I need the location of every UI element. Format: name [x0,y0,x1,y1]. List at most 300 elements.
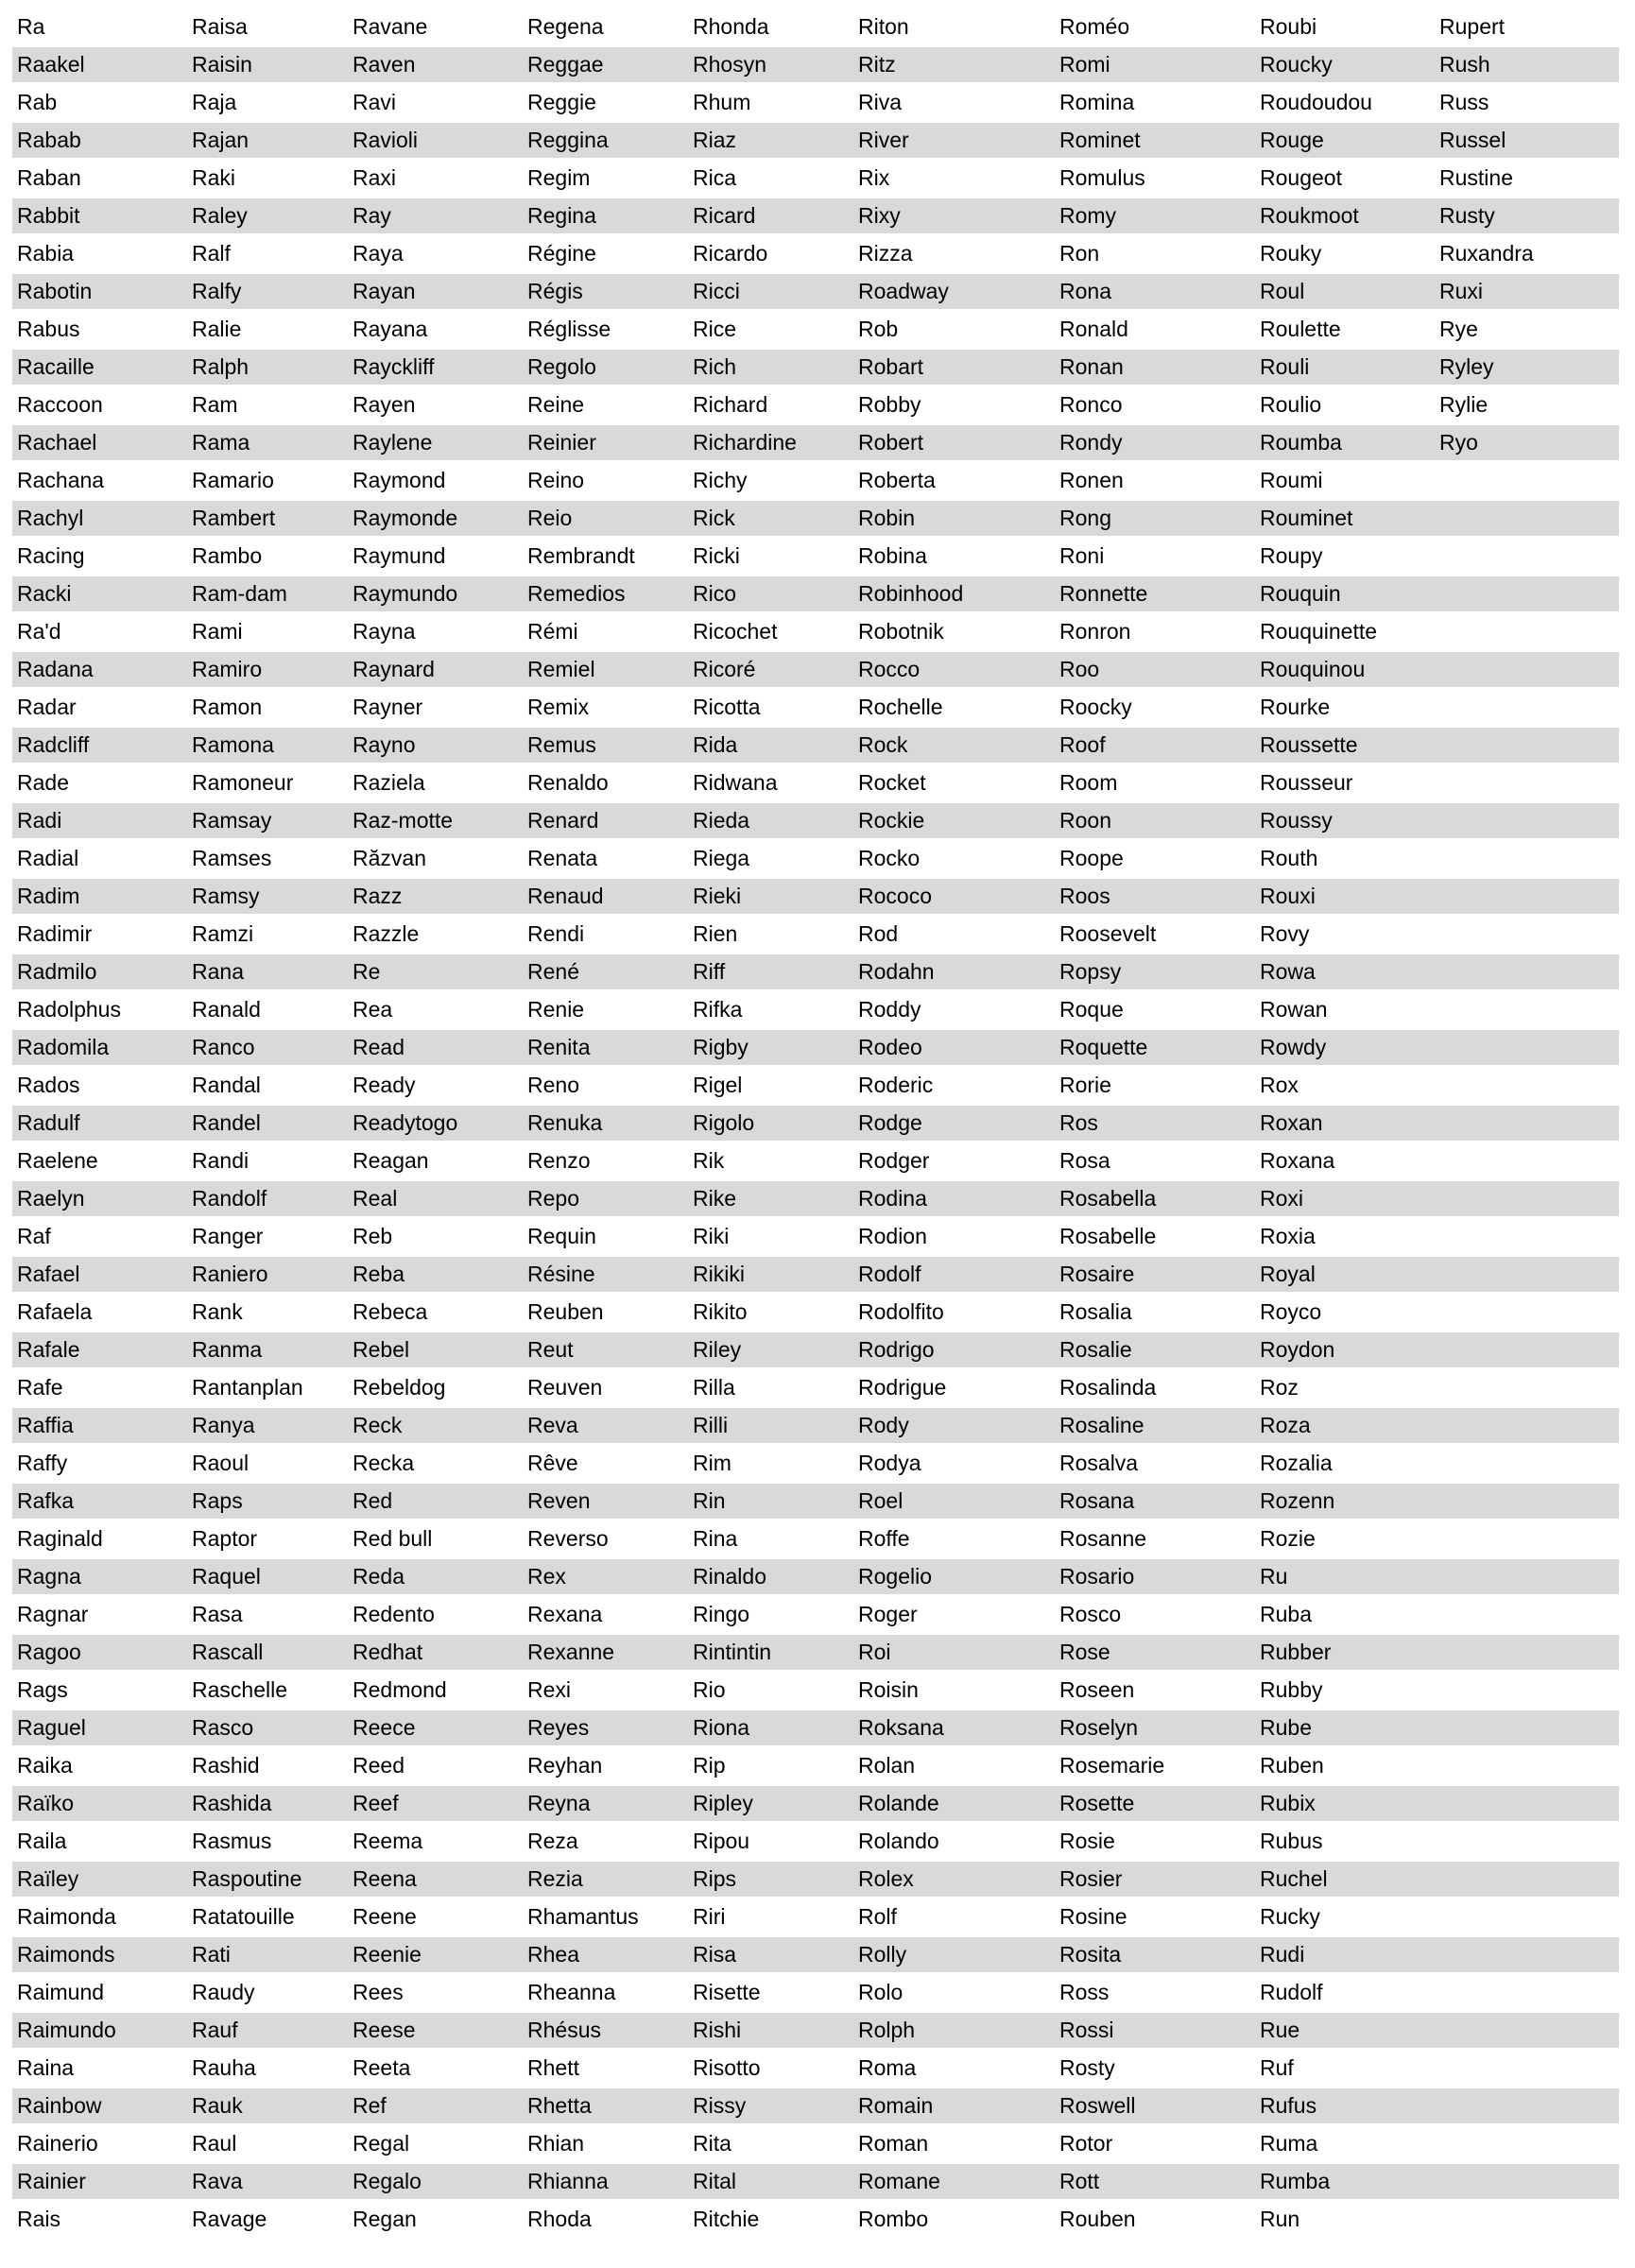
name-cell: Rougeot [1255,161,1435,198]
name-cell: Rubus [1255,1824,1435,1862]
name-cell: Roocky [1055,690,1255,728]
table-row [12,954,1619,992]
name-cell: Ravage [187,2202,348,2240]
name-cell: Raginald [12,1521,187,1559]
name-cell: Roukmoot [1255,198,1435,236]
name-cell: Rouge [1255,123,1435,161]
name-cell: Robotnik [853,614,1055,652]
table-row [12,1635,1619,1673]
name-cell: Reinier [523,425,688,463]
name-cell [1435,1370,1619,1408]
name-cell: Regalo [348,2164,523,2202]
name-cell: Rodrigo [853,1332,1055,1370]
name-cell: Rabia [12,236,187,274]
name-cell: Repo [523,1181,688,1219]
name-cell: Ratatouille [187,1899,348,1937]
name-cell: Regim [523,161,688,198]
name-cell: Rhea [523,1937,688,1975]
name-cell: Rhianna [523,2164,688,2202]
name-cell: Roos [1055,879,1255,917]
name-cell: Racaille [12,350,187,387]
name-cell: Ritz [853,47,1055,85]
name-cell: Ramzi [187,917,348,954]
name-cell: Ram [187,387,348,425]
name-cell: Raïko [12,1786,187,1824]
name-cell: Rozenn [1255,1484,1435,1521]
name-cell: Renaud [523,879,688,917]
name-cell [1435,690,1619,728]
name-cell [1435,1786,1619,1824]
name-cell [1435,1295,1619,1332]
name-cell: Rebel [348,1332,523,1370]
name-cell: Racing [12,539,187,576]
name-cell: Renuka [523,1106,688,1143]
name-cell: Rudolf [1255,1975,1435,2013]
name-cell: Roulio [1255,387,1435,425]
name-cell: Roubi [1255,9,1435,47]
name-cell: Ravi [348,85,523,123]
name-cell: Ruxandra [1435,236,1619,274]
name-cell: Raccoon [12,387,187,425]
name-cell: Ralf [187,236,348,274]
name-cell: Reut [523,1332,688,1370]
name-cell: Ragoo [12,1635,187,1673]
name-cell: Rosalinda [1055,1370,1255,1408]
table-row [12,1068,1619,1106]
name-cell: Raquel [187,1559,348,1597]
name-cell: Roseen [1055,1673,1255,1710]
name-cell: Roon [1055,803,1255,841]
name-cell: Romy [1055,198,1255,236]
name-cell: Rye [1435,312,1619,350]
name-cell: Rose [1055,1635,1255,1673]
name-cell: Rainerio [12,2126,187,2164]
name-cell: Regan [348,2202,523,2240]
name-cell: Raisin [187,47,348,85]
table-row [12,1862,1619,1899]
name-cell [1435,1975,1619,2013]
name-cell: Raban [12,161,187,198]
table-row [12,879,1619,917]
names-table [12,9,1619,2240]
name-cell: Ruxi [1435,274,1619,312]
name-cell: Rosette [1055,1786,1255,1824]
name-cell: Roselyn [1055,1710,1255,1748]
name-cell [1435,2126,1619,2164]
name-cell: Rida [688,728,853,765]
name-cell: Riff [688,954,853,992]
name-cell: Rockie [853,803,1055,841]
name-cell [1435,1710,1619,1748]
name-cell [1435,501,1619,539]
name-cell: Rank [187,1295,348,1332]
name-cell: Rabus [12,312,187,350]
name-cell [1435,1673,1619,1710]
name-cell: Raniero [187,1257,348,1295]
name-cell: Rolande [853,1786,1055,1824]
table-row [12,1824,1619,1862]
table-row [12,425,1619,463]
name-cell: Rafe [12,1370,187,1408]
name-cell: Renaldo [523,765,688,803]
name-cell: Rowdy [1255,1030,1435,1068]
name-cell: Rexana [523,1597,688,1635]
name-cell: Raymond [348,463,523,501]
name-cell: Rozie [1255,1521,1435,1559]
name-cell: Rhetta [523,2088,688,2126]
name-cell: Roquette [1055,1030,1255,1068]
name-cell: Richy [688,463,853,501]
table-row [12,1030,1619,1068]
name-cell: Rubber [1255,1635,1435,1673]
name-cell: Riton [853,9,1055,47]
name-cell: Razzle [348,917,523,954]
name-cell [1435,1257,1619,1295]
name-cell: Romina [1055,85,1255,123]
name-cell: Rambo [187,539,348,576]
name-cell: Reenie [348,1937,523,1975]
table-row [12,803,1619,841]
table-row [12,539,1619,576]
name-cell: Reverso [523,1521,688,1559]
name-cell: Rox [1255,1068,1435,1106]
name-cell: Romulus [1055,161,1255,198]
name-cell: Ramiro [187,652,348,690]
name-cell: Rouxi [1255,879,1435,917]
name-cell: Rock [853,728,1055,765]
name-cell: Raymund [348,539,523,576]
name-cell: Roz [1255,1370,1435,1408]
name-cell: Raudy [187,1975,348,2013]
name-cell: Robert [853,425,1055,463]
name-cell: Rolex [853,1862,1055,1899]
table-row [12,9,1619,47]
name-cell: Ripley [688,1786,853,1824]
name-cell: Rhoda [523,2202,688,2240]
name-cell: Rikiki [688,1257,853,1295]
name-cell: Ross [1055,1975,1255,2013]
name-cell: Rouky [1255,236,1435,274]
name-cell: Riva [853,85,1055,123]
name-cell: Rixy [853,198,1055,236]
table-row [12,841,1619,879]
name-cell: Roope [1055,841,1255,879]
name-cell: Reza [523,1824,688,1862]
name-cell: Roxia [1255,1219,1435,1257]
table-row [12,1899,1619,1937]
name-cell [1435,2013,1619,2051]
name-cell: Raley [187,198,348,236]
name-cell: Roksana [853,1710,1055,1748]
name-cell: Rourke [1255,690,1435,728]
name-cell: Rais [12,2202,187,2240]
name-cell: Rosco [1055,1597,1255,1635]
name-cell: Rodrigue [853,1370,1055,1408]
name-cell: Ringo [688,1597,853,1635]
name-cell: Rodolf [853,1257,1055,1295]
name-cell [1435,1219,1619,1257]
name-cell: René [523,954,688,992]
name-cell: Reeta [348,2051,523,2088]
name-cell: Rips [688,1862,853,1899]
name-cell: Roydon [1255,1332,1435,1370]
name-cell: Rami [187,614,348,652]
name-cell: Rosier [1055,1862,1255,1899]
name-cell: Routh [1255,841,1435,879]
name-cell: Ravane [348,9,523,47]
table-row [12,728,1619,765]
table-row [12,1710,1619,1748]
name-cell: Reagan [348,1143,523,1181]
name-cell [1435,1635,1619,1673]
name-cell: Rip [688,1748,853,1786]
name-cell: Ramses [187,841,348,879]
name-cell: Radi [12,803,187,841]
name-cell: Rags [12,1673,187,1710]
name-cell: Roussette [1255,728,1435,765]
name-cell: Rob [853,312,1055,350]
name-cell: Rosalva [1055,1446,1255,1484]
name-cell: Rouli [1255,350,1435,387]
name-cell: Ruma [1255,2126,1435,2164]
name-cell: Ra'd [12,614,187,652]
name-cell: Radolphus [12,992,187,1030]
name-cell: Răzvan [348,841,523,879]
name-cell: Rita [688,2126,853,2164]
name-cell: Russel [1435,123,1619,161]
name-cell: Riri [688,1899,853,1937]
name-cell: Raymundo [348,576,523,614]
name-cell: Ronen [1055,463,1255,501]
name-cell: Radcliff [12,728,187,765]
name-cell: Rush [1435,47,1619,85]
name-cell: Rodger [853,1143,1055,1181]
name-cell: Roussy [1255,803,1435,841]
table-row [12,1181,1619,1219]
name-cell: Roddy [853,992,1055,1030]
name-cell: Ranger [187,1219,348,1257]
name-cell [1435,1521,1619,1559]
name-cell: Racki [12,576,187,614]
name-cell: Reuben [523,1295,688,1332]
name-cell [1435,992,1619,1030]
name-cell: Ricochet [688,614,853,652]
name-cell: Ripou [688,1824,853,1862]
name-cell: Regolo [523,350,688,387]
table-row [12,1748,1619,1786]
name-cell: Rayno [348,728,523,765]
name-cell: Rott [1055,2164,1255,2202]
name-cell: Ronnette [1055,576,1255,614]
name-cell: Rama [187,425,348,463]
name-cell: Rhonda [688,9,853,47]
name-cell [1435,2202,1619,2240]
name-cell: Rashid [187,1748,348,1786]
name-cell: Rosario [1055,1559,1255,1597]
name-cell: Roxan [1255,1106,1435,1143]
name-cell: Radana [12,652,187,690]
name-cell: Raina [12,2051,187,2088]
table-row [12,2202,1619,2240]
table-row [12,765,1619,803]
name-cell: Ritchie [688,2202,853,2240]
name-cell: Rody [853,1408,1055,1446]
name-cell: Ridwana [688,765,853,803]
name-cell: Rococo [853,879,1055,917]
name-cell: Rochelle [853,690,1055,728]
name-cell: Ruchel [1255,1862,1435,1899]
name-cell: Rieki [688,879,853,917]
name-cell: Roman [853,2126,1055,2164]
name-cell: Roucky [1255,47,1435,85]
name-cell: Ragnar [12,1597,187,1635]
name-cell: Rhian [523,2126,688,2164]
name-cell [1435,1824,1619,1862]
name-cell: Rosie [1055,1824,1255,1862]
name-cell: Rouquinette [1255,614,1435,652]
name-cell [1435,1446,1619,1484]
name-cell [1435,765,1619,803]
name-cell: Rosana [1055,1484,1255,1521]
table-row [12,1106,1619,1143]
table-row [12,1559,1619,1597]
names-table-body [12,9,1619,2240]
name-cell: Rafael [12,1257,187,1295]
name-cell: Ram-dam [187,576,348,614]
name-cell: Russ [1435,85,1619,123]
name-cell: Raven [348,47,523,85]
name-cell [1435,1559,1619,1597]
name-cell: Roisin [853,1673,1055,1710]
name-cell: Rizza [853,236,1055,274]
name-cell: Raelyn [12,1181,187,1219]
name-cell: Ru [1255,1559,1435,1597]
name-cell: Rachyl [12,501,187,539]
name-cell: Ricci [688,274,853,312]
name-cell [1435,728,1619,765]
name-cell: Rylie [1435,387,1619,425]
name-cell: Rosabelle [1055,1219,1255,1257]
name-cell: Redmond [348,1673,523,1710]
name-cell: Reva [523,1408,688,1446]
name-cell: Radial [12,841,187,879]
name-cell: Red [348,1484,523,1521]
name-cell: Rik [688,1143,853,1181]
name-cell: Reema [348,1824,523,1862]
name-cell: Rêve [523,1446,688,1484]
name-cell: Rocko [853,841,1055,879]
name-cell: Rabab [12,123,187,161]
table-row [12,2088,1619,2126]
table-row [12,312,1619,350]
name-cell: Rouquin [1255,576,1435,614]
name-cell: Rigby [688,1030,853,1068]
name-cell [1435,1937,1619,1975]
name-cell: Rauf [187,2013,348,2051]
name-cell [1435,2164,1619,2202]
table-row [12,1295,1619,1332]
name-cell: Rolf [853,1899,1055,1937]
name-cell: Ryley [1435,350,1619,387]
name-cell: Ranya [187,1408,348,1446]
name-cell [1435,1068,1619,1106]
name-cell: Remiel [523,652,688,690]
name-cell: Roulette [1255,312,1435,350]
name-cell: Run [1255,2202,1435,2240]
name-cell: Rocket [853,765,1055,803]
name-cell: Rufus [1255,2088,1435,2126]
name-cell: Remedios [523,576,688,614]
name-cell: Remus [523,728,688,765]
name-cell: Raimonds [12,1937,187,1975]
name-cell: Ruben [1255,1748,1435,1786]
name-cell: Rishi [688,2013,853,2051]
name-cell: Rumba [1255,2164,1435,2202]
name-cell: Richardine [688,425,853,463]
name-cell: Raps [187,1484,348,1521]
name-cell [1435,2051,1619,2088]
name-cell: Rica [688,161,853,198]
name-cell: Rabotin [12,274,187,312]
name-cell: Robby [853,387,1055,425]
name-cell: Reggae [523,47,688,85]
name-cell: Rosanne [1055,1521,1255,1559]
name-cell: Rab [12,85,187,123]
name-cell: Rashida [187,1786,348,1824]
name-cell: Rayana [348,312,523,350]
name-cell: Regina [523,198,688,236]
name-cell: Ropsy [1055,954,1255,992]
name-cell: Rex [523,1559,688,1597]
name-cell: Rajan [187,123,348,161]
name-cell: Roxi [1255,1181,1435,1219]
name-cell: Rovy [1255,917,1435,954]
name-cell: Roni [1055,539,1255,576]
name-cell: Rintintin [688,1635,853,1673]
name-cell: Riley [688,1332,853,1370]
table-row [12,85,1619,123]
name-cell: Ramario [187,463,348,501]
name-cell: Reggie [523,85,688,123]
name-cell: Ravioli [348,123,523,161]
name-cell: Rick [688,501,853,539]
name-cell: Rue [1255,2013,1435,2051]
table-row [12,1597,1619,1635]
name-cell: Rowa [1255,954,1435,992]
table-row [12,198,1619,236]
name-cell: Raja [187,85,348,123]
name-cell: Readytogo [348,1106,523,1143]
name-cell: Roof [1055,728,1255,765]
name-cell: Ricki [688,539,853,576]
name-cell [1435,879,1619,917]
name-cell: Rosalia [1055,1295,1255,1332]
name-cell: Rodahn [853,954,1055,992]
name-cell: Raguel [12,1710,187,1748]
name-cell: Raspoutine [187,1862,348,1899]
name-cell: Rich [688,350,853,387]
name-cell: Rice [688,312,853,350]
name-cell: Rod [853,917,1055,954]
name-cell: Roumba [1255,425,1435,463]
table-row [12,614,1619,652]
name-cell: Rayckliff [348,350,523,387]
name-cell: Ramon [187,690,348,728]
table-row [12,1521,1619,1559]
name-cell: Ricard [688,198,853,236]
name-cell: Roza [1255,1408,1435,1446]
name-cell: Ramona [187,728,348,765]
